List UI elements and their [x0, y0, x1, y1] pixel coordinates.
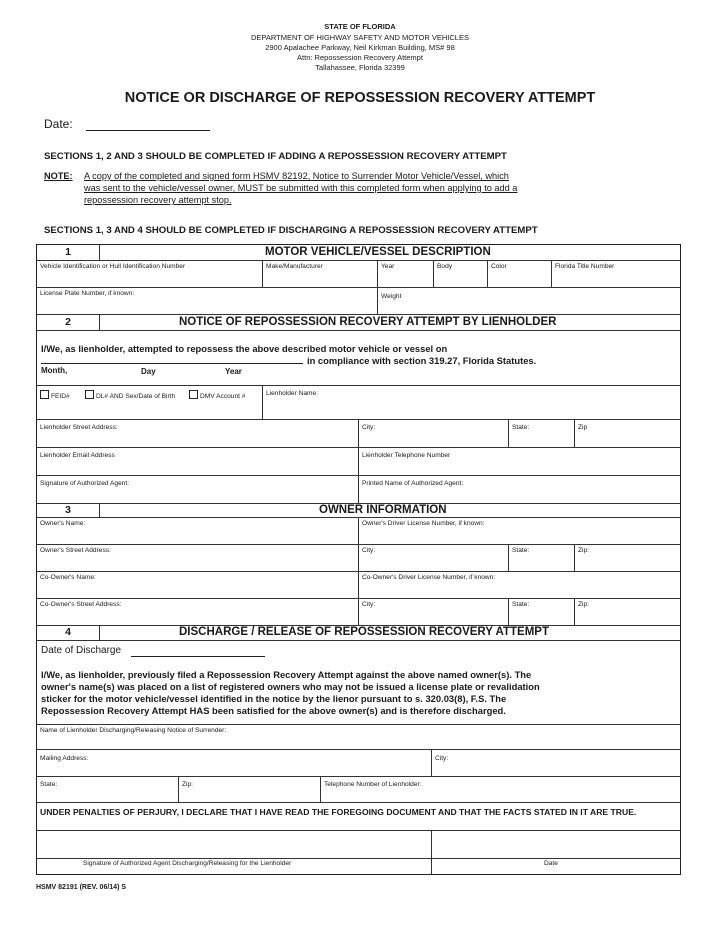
lienholder-name-field[interactable]: Lienholder Name: — [262, 386, 680, 419]
lienholder-phone-field[interactable]: Lienholder Telephone Number — [358, 448, 680, 475]
co-owner-name-row — [37, 572, 680, 599]
color-field[interactable]: Color — [487, 261, 551, 287]
month-label: Month, — [41, 366, 68, 375]
lienholder-email-row — [37, 448, 680, 476]
instruction-add: SECTIONS 1, 2 AND 3 SHOULD BE COMPLETED IF ADDING A REPOSSESSION RECOVERY ATTEMPT — [44, 151, 507, 162]
lienholder-state-field[interactable]: State: — [508, 420, 574, 447]
note-label: NOTE: — [44, 171, 73, 181]
date-field[interactable] — [86, 130, 210, 131]
dl-checkbox[interactable] — [85, 390, 94, 399]
plate-row — [37, 288, 680, 315]
note-line-1: A copy of the completed and signed form HSMV 82192, Notice to Surrender Motor Vehicle/Vessel, which — [84, 171, 509, 181]
fein-checkbox[interactable] — [40, 390, 49, 399]
header-state: STATE OF FLORIDA — [324, 22, 396, 31]
co-owner-state-field[interactable]: State: — [508, 599, 574, 625]
perjury-row — [37, 803, 680, 831]
section-4-number: 4 — [37, 626, 100, 640]
agent-signature-field[interactable]: Signature of Authorized Agent: — [40, 480, 130, 487]
header-city: Tallahassee, Florida 32399 — [315, 63, 405, 72]
body-field[interactable]: Body — [433, 261, 487, 287]
owner-state-field[interactable]: State: — [508, 545, 574, 571]
day-label: Day — [141, 367, 156, 376]
header-attn: Attn: Repossession Recovery Attempt — [297, 53, 423, 62]
owner-zip-field[interactable]: Zip: — [574, 545, 680, 571]
vin-field[interactable]: Vehicle Identification or Hull Identification Number — [40, 263, 186, 270]
lienholder-email-field[interactable]: Lienholder Email Address — [40, 452, 115, 459]
discharge-city-field[interactable]: City: — [431, 750, 680, 776]
section-1-header — [37, 245, 680, 261]
page-title: NOTICE OR DISCHARGE OF REPOSSESSION RECOVERY ATTEMPT — [124, 90, 596, 106]
discharge-phone-field[interactable]: Telephone Number of Lienholder: — [320, 777, 680, 802]
note-line-3: repossession recovery attempt stop. — [84, 195, 232, 205]
repossession-date-field[interactable] — [41, 363, 303, 364]
discharge-contact-row — [37, 777, 680, 803]
make-field[interactable]: Make/Manufacturer — [262, 261, 377, 287]
fein-option[interactable]: FEID# — [40, 390, 70, 400]
form-table — [36, 244, 681, 875]
lienholder-street-field[interactable]: Lienholder Street Address: — [40, 424, 118, 431]
co-owner-street-field[interactable]: Co-Owner's Street Address: — [40, 601, 122, 608]
co-owner-name-field[interactable]: Co-Owner's Name: — [40, 574, 96, 581]
section-1-heading: MOTOR VEHICLE/VESSEL DESCRIPTION — [265, 246, 491, 258]
owner-dl-field[interactable]: Owner's Driver License Number, if known: — [358, 518, 680, 544]
signature-caption: Signature of Authorized Agent Discharging/Releasing for the Lienholder — [83, 860, 292, 867]
mailing-row — [37, 750, 680, 777]
section-3-header — [37, 504, 680, 518]
discharging-lienholder-name-field[interactable]: Name of Lienholder Discharging/Releasing Notice of Surrender: — [40, 727, 227, 734]
repossession-statement — [37, 331, 680, 386]
discharge-date-label: Date of Discharge — [41, 645, 122, 656]
dmv-option[interactable]: DMV Account # — [189, 390, 245, 400]
discharge-zip-field[interactable]: Zip: — [178, 777, 320, 802]
owner-name-row — [37, 518, 680, 545]
dmv-checkbox[interactable] — [189, 390, 198, 399]
discharge-signature-field[interactable] — [37, 831, 431, 874]
title-number-field[interactable]: Florida Title Number — [551, 261, 680, 287]
owner-city-field[interactable]: City: — [358, 545, 508, 571]
header-address: 2900 Apalachee Parkway, Neil Kirkman Building, MS# 98 — [265, 43, 455, 52]
year-field[interactable]: Year — [377, 261, 433, 287]
section-2-header — [37, 315, 680, 331]
id-type-cell — [37, 386, 262, 419]
note-line-2: was sent to the vehicle/vessel owner, MUST be submitted with this completed form when applying to add a — [84, 183, 518, 193]
plate-field[interactable]: License Plate Number, if known: — [40, 290, 135, 297]
section-3-number: 3 — [37, 504, 100, 517]
discharge-statement — [37, 641, 680, 725]
discharge-sign-date-field[interactable] — [431, 831, 680, 874]
discharging-lienholder-row — [37, 725, 680, 750]
date-caption: Date — [544, 860, 558, 867]
co-owner-dl-field[interactable]: Co-Owner's Driver License Number, if known: — [358, 572, 680, 598]
section-4-heading: DISCHARGE / RELEASE OF REPOSSESSION RECOVERY ATTEMPT — [179, 626, 549, 638]
vehicle-row — [37, 261, 680, 288]
agent-printed-name-field[interactable]: Printed Name of Authorized Agent: — [358, 476, 680, 503]
co-owner-city-field[interactable]: City: — [358, 599, 508, 625]
perjury-statement: UNDER PENALTIES OF PERJURY, I DECLARE THAT I HAVE READ THE FOREGOING DOCUMENT AND THAT THE FACTS STATED IN IT ARE TRUE. — [40, 807, 637, 817]
discharge-state-field[interactable]: State: — [40, 781, 58, 788]
lienholder-zip-field[interactable]: Zip — [574, 420, 680, 447]
co-owner-zip-field[interactable]: Zip: — [574, 599, 680, 625]
owner-street-row — [37, 545, 680, 572]
owner-street-field[interactable]: Owner's Street Address: — [40, 547, 111, 554]
section-2-heading: NOTICE OF REPOSSESSION RECOVERY ATTEMPT BY LIENHOLDER — [179, 316, 557, 328]
dl-option[interactable]: DL# AND Sex/Date of Birth — [85, 390, 175, 400]
agent-signature-row — [37, 476, 680, 504]
discharge-date-field[interactable] — [131, 656, 265, 657]
final-signature-row — [37, 831, 680, 874]
lienholder-street-row — [37, 420, 680, 448]
statement-line-2: in compliance with section 319.27, Florida Statutes. — [307, 355, 537, 366]
section-3-heading: OWNER INFORMATION — [319, 504, 447, 516]
lienholder-city-field[interactable]: City: — [358, 420, 508, 447]
discharge-para-2: owner's name(s) was placed on a list of registered owners who may not be issued a license plate or revalidation — [41, 681, 540, 692]
co-owner-street-row — [37, 599, 680, 626]
date-label: Date: — [44, 117, 73, 131]
year-label: Year — [225, 367, 242, 376]
weight-field[interactable]: Weight — [377, 288, 680, 314]
discharge-para-1: I/We, as lienholder, previously filed a Repossession Recovery Attempt against the above named owner(s). The — [41, 669, 532, 680]
section-2-number: 2 — [37, 315, 100, 330]
section-4-header — [37, 626, 680, 641]
mailing-address-field[interactable]: Mailing Address: — [40, 755, 89, 762]
instruction-discharge: SECTIONS 1, 3 AND 4 SHOULD BE COMPLETED IF DISCHARGING A REPOSSESSION RECOVERY ATTEMPT — [44, 225, 538, 236]
form-id: HSMV 82191 (REV. 06/14) S — [36, 884, 127, 891]
section-1-number: 1 — [37, 245, 100, 260]
statement-line-1: I/We, as lienholder, attempted to repossess the above described motor vehicle or vessel on — [41, 343, 448, 354]
discharge-para-3: sticker for the motor vehicle/vessel identified in the notice by the lienor pursuant to s. 320.03(8), F.S. The — [41, 693, 507, 704]
discharge-para-4: Repossession Recovery Attempt HAS been satisfied for the above owner(s) and is therefore discharged. — [41, 705, 506, 716]
owner-name-field[interactable]: Owner's Name: — [40, 520, 86, 527]
lienholder-id-row — [37, 386, 680, 420]
header-department: DEPARTMENT OF HIGHWAY SAFETY AND MOTOR VEHICLES — [251, 33, 469, 42]
